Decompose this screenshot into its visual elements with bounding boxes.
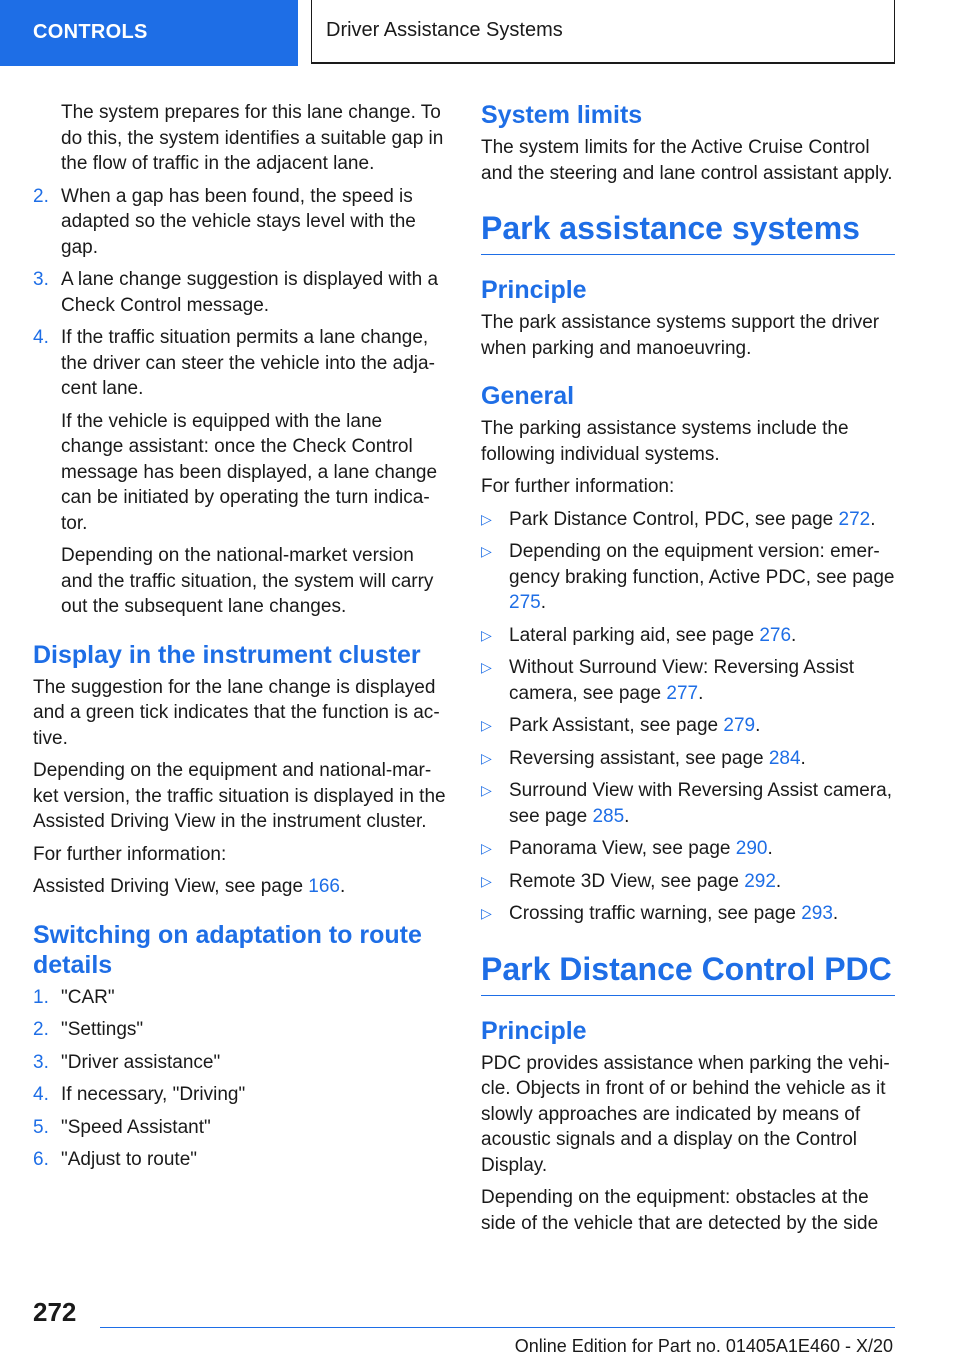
triangle-bullet-icon: ▷ xyxy=(481,510,492,527)
list-item xyxy=(481,901,895,927)
switching-step xyxy=(33,985,448,1011)
list-item xyxy=(481,507,895,533)
switching-step xyxy=(33,1115,448,1141)
pdc-principle-heading: Principle xyxy=(481,1016,587,1045)
pdc-paragraph-1: PDC provides assistance when parking the vehicle. Objects in front of or behind the vehicle as it slowly approaches are indicated by means of acoustic signals and a display on the Control Display. xyxy=(481,1052,890,1176)
list-item-text: Remote 3D View, see page xyxy=(509,870,745,892)
step-number: 2. xyxy=(33,185,49,207)
system-limits-text: The system limits for the Active Cruise Control and the steering and lane control assistant apply. xyxy=(481,137,893,184)
pdc-heading: Park Distance Control PDC xyxy=(481,949,895,996)
further-info-label: For further information: xyxy=(33,843,227,865)
step-text: If the traffic situation permits a lane change, the driver can steer the vehicle into the adjacent lane. xyxy=(61,327,435,399)
chapter-title: Driver Assistance Systems xyxy=(311,0,895,64)
system-limits-heading: System limits xyxy=(481,101,643,129)
list-item-text: Depending on the equipment version: emergency braking function, Active PDC, see page xyxy=(509,541,895,588)
switching-step xyxy=(33,1147,448,1173)
list-item-text: Crossing traffic warning, see page xyxy=(509,903,802,924)
lane-change-steps xyxy=(33,184,448,402)
further-info-label: For further information: xyxy=(481,476,675,497)
page-link[interactable]: 284 xyxy=(768,747,801,769)
list-item-text: Without Surround View: Reversing Assist camera, see page xyxy=(509,657,854,704)
step-text: "Adjust to route" xyxy=(61,1149,198,1170)
list-item-text: Panorama View, see page xyxy=(509,838,736,859)
list-item-text: Park Distance Control, PDC, see page xyxy=(509,508,839,530)
page-link-166[interactable]: 166 xyxy=(308,876,340,897)
list-item xyxy=(481,836,895,862)
list-item xyxy=(481,778,895,829)
step-number: 4. xyxy=(33,1084,49,1105)
list-item xyxy=(481,539,895,616)
step4-paragraph-1: If the vehicle is equipped with the lane change assistant: once the Check Control message has been displayed, a lane change can be initiated by operating the turn indicator. xyxy=(61,410,438,534)
park-systems-list xyxy=(481,507,895,927)
display-paragraph-2: Depending on the equipment and national-market version, the traffic situation is displayed in the Assisted Driving View in the instrument cluster. xyxy=(33,760,446,832)
lane-change-step xyxy=(33,267,448,318)
list-item-text: Park Assistant, see page xyxy=(509,715,724,736)
triangle-bullet-icon: ▷ xyxy=(481,626,492,643)
page-link[interactable]: 279 xyxy=(723,715,756,736)
switching-steps xyxy=(33,985,448,1173)
list-item-body: Reversing assistant, see page 284. xyxy=(509,747,806,769)
general-text: The parking assistance systems include the following individual systems. xyxy=(481,418,849,465)
adv-reference-text: Assisted Driving View, see page xyxy=(33,876,309,897)
switching-heading: Switching on adaptation to route details xyxy=(33,920,422,979)
page-number: 272 xyxy=(33,1297,77,1327)
page-link[interactable]: 292 xyxy=(744,870,776,892)
display-heading: Display in the instrument cluster xyxy=(33,640,421,669)
triangle-bullet-icon: ▷ xyxy=(481,905,492,921)
footer-divider xyxy=(100,1327,895,1328)
triangle-bullet-icon: ▷ xyxy=(481,717,492,733)
list-item-body: Lateral parking aid, see page 276. xyxy=(509,624,797,646)
switching-step xyxy=(33,1050,448,1076)
step-number: 3. xyxy=(33,1051,49,1073)
page-link[interactable]: 276 xyxy=(759,624,792,646)
list-item-text: Reversing assistant, see page xyxy=(509,747,769,769)
step-text: "CAR" xyxy=(61,986,115,1008)
online-edition-note: Online Edition for Part no. 01405A1E460 - X/20 xyxy=(514,1336,893,1356)
list-item-body: Panorama View, see page 290. xyxy=(509,838,773,859)
triangle-bullet-icon: ▷ xyxy=(481,872,492,889)
triangle-bullet-icon: ▷ xyxy=(481,659,492,675)
page-link[interactable]: 277 xyxy=(666,682,699,704)
list-item-body: Crossing traffic warning, see page 293. xyxy=(509,903,839,924)
step4-paragraph-2: Depending on the national-market version and the traffic situation, the system will carry out the subsequent lane changes. xyxy=(61,545,434,617)
step-number: 4. xyxy=(33,327,49,348)
adv-reference: Assisted Driving View, see page 166. xyxy=(33,876,346,897)
page-link[interactable]: 290 xyxy=(735,838,768,859)
step-text: A lane change suggestion is displayed with a Check Control message. xyxy=(61,269,439,316)
step-text: "Driver assistance" xyxy=(61,1051,221,1073)
triangle-bullet-icon: ▷ xyxy=(481,840,492,856)
lane-change-step xyxy=(33,184,448,261)
switching-step xyxy=(33,1017,448,1043)
step-text: When a gap has been found, the speed is adapted so the vehicle stays level with the gap. xyxy=(61,185,416,258)
park-assistance-heading: Park assistance systems xyxy=(481,208,895,255)
triangle-bullet-icon: ▷ xyxy=(481,543,492,559)
step-number: 6. xyxy=(33,1149,49,1170)
principle-heading: Principle xyxy=(481,276,587,304)
step-number: 3. xyxy=(33,269,49,290)
list-item-body: Park Assistant, see page 279. xyxy=(509,715,761,736)
lane-change-step xyxy=(33,325,448,402)
triangle-bullet-icon: ▷ xyxy=(481,749,492,766)
page-link[interactable]: 275 xyxy=(509,592,541,613)
list-item xyxy=(481,655,895,706)
step-number: 1. xyxy=(33,986,49,1008)
page-link[interactable]: 293 xyxy=(801,903,833,924)
list-item-text: Lateral parking aid, see page xyxy=(509,624,760,646)
list-item-text: Surround View with Reversing Assist camera, see page xyxy=(509,780,892,827)
list-item-body: Remote 3D View, see page 292. xyxy=(509,870,782,892)
list-item-body: Surround View with Reversing Assist camera, see page 285. xyxy=(509,780,892,827)
principle-text: The park assistance systems support the driver when parking and manoeuvring. xyxy=(481,312,880,359)
step-text: "Settings" xyxy=(61,1019,144,1040)
triangle-bullet-icon: ▷ xyxy=(481,782,492,798)
list-item-body: Without Surround View: Reversing Assist camera, see page 277. xyxy=(509,657,854,704)
step-number: 5. xyxy=(33,1116,49,1138)
intro-paragraph: The system prepares for this lane change. To do this, the system identifies a suitable gap in the flow of traffic in the adjacent lane. xyxy=(61,102,444,174)
list-item xyxy=(481,746,895,772)
section-tab[interactable]: CONTROLS xyxy=(0,0,298,66)
list-item xyxy=(481,869,895,895)
list-item-body: Depending on the equipment version: emergency braking function, Active PDC, see page 275. xyxy=(509,541,895,613)
list-item xyxy=(481,623,895,649)
step-number: 2. xyxy=(33,1019,49,1040)
page-link[interactable]: 285 xyxy=(592,805,625,827)
display-paragraph-1: The suggestion for the lane change is displayed and a green tick indicates that the function is active. xyxy=(33,676,440,749)
left-column xyxy=(33,100,448,1180)
page-header xyxy=(0,0,960,66)
general-heading: General xyxy=(481,382,575,410)
list-item-body: Park Distance Control, PDC, see page 272. xyxy=(509,508,876,530)
right-column xyxy=(481,100,895,1243)
step-text: If necessary, "Driving" xyxy=(61,1084,246,1105)
list-item xyxy=(481,713,895,739)
switching-step xyxy=(33,1082,448,1108)
page-link[interactable]: 272 xyxy=(838,508,871,530)
pdc-paragraph-2: Depending on the equipment: obstacles at the side of the vehicle that are detected by the side xyxy=(481,1187,879,1234)
step-text: "Speed Assistant" xyxy=(61,1116,211,1138)
